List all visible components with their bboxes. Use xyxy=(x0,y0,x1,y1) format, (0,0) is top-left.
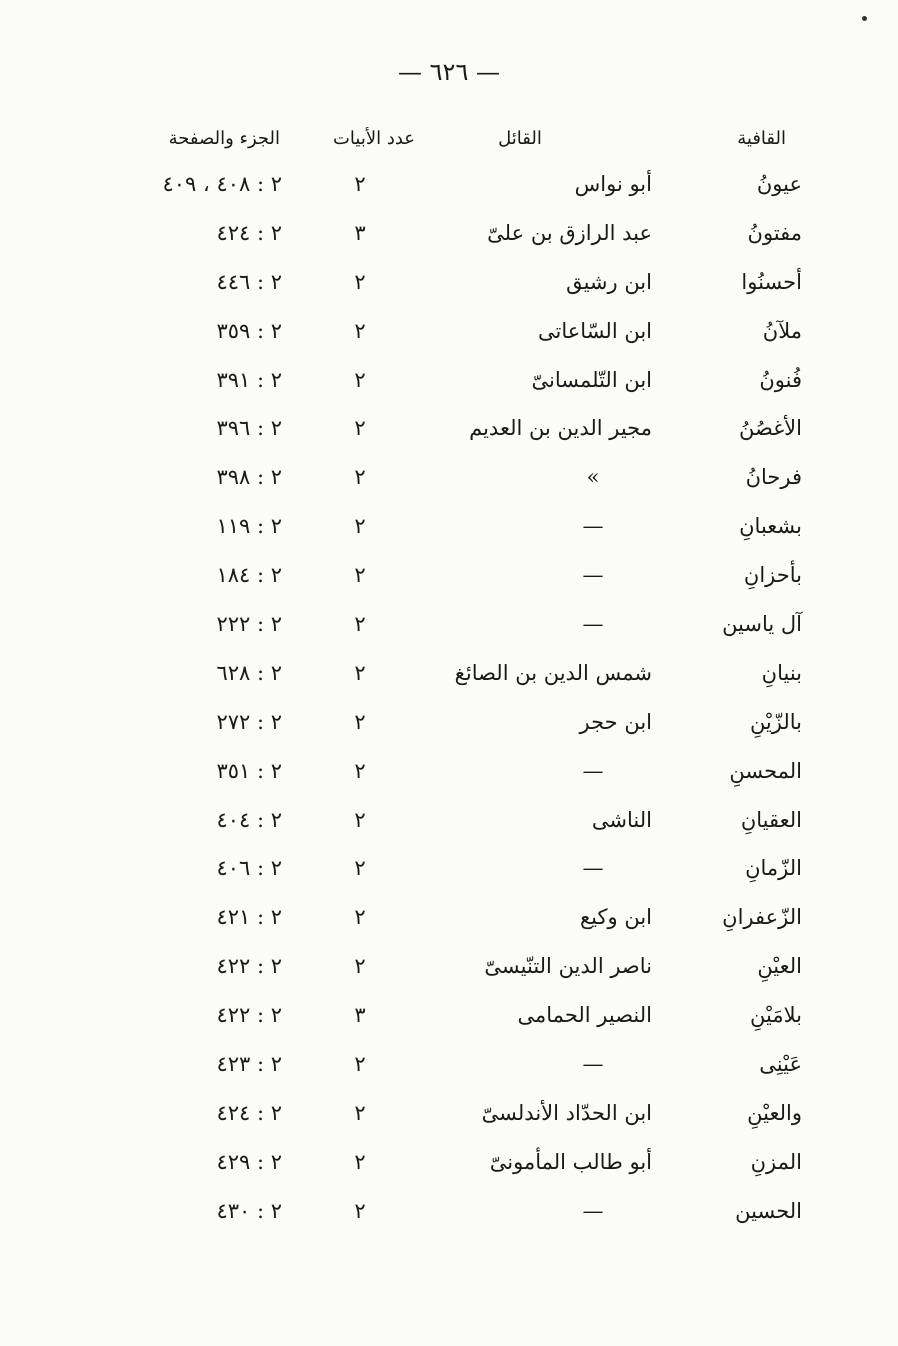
volume-page-cell xyxy=(110,416,282,440)
poet-cell: ابن رشيق xyxy=(566,269,652,294)
rhyme-cell: الزّمانِ xyxy=(745,856,802,881)
verse-count-cell: ٢ xyxy=(354,856,366,881)
table-row xyxy=(0,1095,898,1144)
table-row xyxy=(0,997,898,1046)
rhyme-cell: عَيْنِى xyxy=(759,1052,802,1077)
volume-page-text: ٢ : ٤٢٤ xyxy=(216,1100,282,1125)
volume-page-cell xyxy=(110,563,282,587)
poet-cell: ابن السّاعاتى xyxy=(538,318,652,343)
poet-cell: ناصر الدين التنّيسىّ xyxy=(484,954,652,979)
verse-count-cell: ٢ xyxy=(354,367,366,392)
volume-page-text: ٢ : ٤٢١ xyxy=(216,905,282,930)
poet-cell: شمس الدين بن الصائغ xyxy=(454,660,652,685)
table-row xyxy=(0,557,898,606)
verse-count-cell: ٢ xyxy=(354,1198,366,1223)
volume-page-cell xyxy=(110,905,282,929)
volume-page-text: ٢ : ١١٩ xyxy=(216,514,282,539)
table-row xyxy=(0,1144,898,1193)
table-row xyxy=(0,606,898,655)
table-row xyxy=(0,1193,898,1242)
volume-page-cell xyxy=(110,270,282,294)
volume-page-cell xyxy=(110,661,282,685)
table-row xyxy=(0,753,898,802)
volume-page-cell xyxy=(110,1101,282,1125)
poet-cell: — xyxy=(582,514,604,539)
volume-page-text: ٢ : ٢٧٢ xyxy=(216,709,282,734)
rhyme-cell: العقيانِ xyxy=(740,807,802,832)
header-verse-count: عدد الأبيات xyxy=(332,128,416,149)
table-row xyxy=(0,362,898,411)
verse-count-cell: ٢ xyxy=(354,709,366,734)
page-number: — ٦٢٦ — xyxy=(398,58,500,86)
verse-count-cell: ٢ xyxy=(354,465,366,490)
volume-page-text: ٢ : ٤٢٢ xyxy=(216,954,282,979)
volume-page-text: ٢ : ٣٩٦ xyxy=(216,416,282,441)
rhyme-cell: الحسين xyxy=(735,1198,802,1223)
volume-page-cell xyxy=(110,465,282,489)
verse-count-cell: ٢ xyxy=(354,612,366,637)
volume-page-text: ٢ : ٣٩٨ xyxy=(216,465,282,490)
volume-page-text: ٢ : ٦٢٨ xyxy=(216,660,282,685)
rhyme-cell: بنيانِ xyxy=(761,660,802,685)
rhyme-cell: آل ياسين xyxy=(722,612,802,637)
volume-page-cell xyxy=(110,514,282,538)
poet-cell: أبو طالب المأمونىّ xyxy=(489,1149,652,1174)
table-row xyxy=(0,655,898,704)
poet-cell: ابن حجر xyxy=(579,709,652,734)
rhyme-cell: فرحانُ xyxy=(745,465,802,490)
verse-count-cell: ٢ xyxy=(354,1100,366,1125)
rhyme-cell: بشعبانِ xyxy=(739,514,802,539)
volume-page-cell xyxy=(110,1052,282,1076)
volume-page-text: ٢ : ٤٠٤ xyxy=(216,807,282,832)
rhyme-cell: ملآنُ xyxy=(762,318,802,343)
poet-cell: — xyxy=(582,758,604,783)
volume-page-cell xyxy=(110,954,282,978)
verse-count-cell: ٢ xyxy=(354,1052,366,1077)
volume-page-cell xyxy=(110,759,282,783)
table-row xyxy=(0,850,898,899)
volume-page-cell xyxy=(110,856,282,880)
volume-page-text: ٢ : ٤٠٦ xyxy=(216,856,282,881)
poet-cell: أبو نواس xyxy=(574,172,652,196)
verse-count-cell: ٢ xyxy=(354,905,366,930)
table-row xyxy=(0,410,898,459)
volume-page-text: ٢ : ٣٥١ xyxy=(216,758,282,783)
index-table xyxy=(0,166,898,1242)
rhyme-cell: والعيْنِ xyxy=(747,1100,802,1125)
poet-cell: » xyxy=(586,465,600,490)
table-row xyxy=(0,508,898,557)
table-row xyxy=(0,899,898,948)
rhyme-cell: المزنِ xyxy=(750,1149,802,1174)
volume-page-cell xyxy=(110,808,282,832)
volume-page-cell xyxy=(110,1150,282,1174)
verse-count-cell: ٢ xyxy=(354,563,366,588)
verse-count-cell: ٢ xyxy=(354,172,366,196)
verse-count-cell: ٢ xyxy=(354,269,366,294)
poet-cell: — xyxy=(582,1052,604,1077)
verse-count-cell: ٣ xyxy=(354,1003,366,1028)
rhyme-cell: بالزّيْنِ xyxy=(749,709,802,734)
volume-page-text: ٢ : ٤٢٤ xyxy=(216,220,282,245)
rhyme-cell: الزّعفرانِ xyxy=(722,905,802,930)
table-row xyxy=(0,264,898,313)
volume-page-cell xyxy=(110,612,282,636)
volume-page-text: ٢ : ٣٥٩ xyxy=(216,318,282,343)
table-row xyxy=(0,802,898,851)
rhyme-cell: أحسنُوا xyxy=(741,269,802,294)
header-poet: القائل xyxy=(498,128,542,149)
poet-cell: ابن وكيع xyxy=(580,905,652,930)
rhyme-cell: بلامَيْنِ xyxy=(750,1003,802,1028)
table-row xyxy=(0,459,898,508)
rhyme-cell: عيونُ xyxy=(756,172,802,196)
volume-page-text: ٢ : ٤٢٩ xyxy=(216,1149,282,1174)
poet-cell: مجير الدين بن العديم xyxy=(469,416,652,441)
volume-page-text: ٢ : ٣٩١ xyxy=(216,367,282,392)
volume-page-cell xyxy=(110,221,282,245)
poet-cell: — xyxy=(582,612,604,637)
volume-page-text: ٢ : ٤٢٣ xyxy=(216,1052,282,1077)
poet-cell: النصير الحمامى xyxy=(517,1003,652,1028)
verse-count-cell: ٢ xyxy=(354,1149,366,1174)
header-rhyme: القافية xyxy=(737,128,786,149)
volume-page-cell xyxy=(110,172,282,196)
header-volume-page: الجزء والصفحة xyxy=(168,128,280,149)
rhyme-cell: المحسنِ xyxy=(729,758,802,783)
volume-page-cell xyxy=(110,1199,282,1223)
volume-page-cell xyxy=(110,319,282,343)
rhyme-cell: الأغصُنُ xyxy=(739,416,802,441)
rhyme-cell: العيْنِ xyxy=(757,954,802,979)
table-row xyxy=(0,166,898,215)
poet-cell: — xyxy=(582,563,604,588)
table-row xyxy=(0,948,898,997)
poet-cell: — xyxy=(582,856,604,881)
table-row xyxy=(0,313,898,362)
table-row xyxy=(0,1046,898,1095)
rhyme-cell: بأحزانِ xyxy=(743,563,802,588)
verse-count-cell: ٢ xyxy=(354,954,366,979)
volume-page-text: ٢ : ٤٤٦ xyxy=(216,269,282,294)
table-row xyxy=(0,215,898,264)
volume-page-text: ٢ : ٤٠٨ ، ٤٠٩ xyxy=(162,172,282,196)
verse-count-cell: ٢ xyxy=(354,758,366,783)
verse-count-cell: ٣ xyxy=(354,220,366,245)
volume-page-text: ٢ : ١٨٤ xyxy=(216,563,282,588)
verse-count-cell: ٢ xyxy=(354,318,366,343)
verse-count-cell: ٢ xyxy=(354,514,366,539)
volume-page-cell xyxy=(110,1003,282,1027)
verse-count-cell: ٢ xyxy=(354,416,366,441)
volume-page-text: ٢ : ٤٢٢ xyxy=(216,1003,282,1028)
poet-cell: — xyxy=(582,1198,604,1223)
verse-count-cell: ٢ xyxy=(354,807,366,832)
volume-page-cell xyxy=(110,368,282,392)
rhyme-cell: فُنونُ xyxy=(759,367,802,392)
rhyme-cell: مفتونُ xyxy=(747,220,802,245)
volume-page-text: ٢ : ٤٣٠ xyxy=(216,1198,282,1223)
poet-cell: ابن التّلمسانىّ xyxy=(531,367,652,392)
poet-cell: ابن الحدّاد الأندلسىّ xyxy=(481,1100,652,1125)
poet-cell: الناشى xyxy=(591,807,652,832)
table-row xyxy=(0,704,898,753)
print-speck xyxy=(862,16,867,21)
verse-count-cell: ٢ xyxy=(354,660,366,685)
poet-cell: عبد الرازق بن علىّ xyxy=(487,220,652,245)
volume-page-cell xyxy=(110,710,282,734)
volume-page-text: ٢ : ٢٢٢ xyxy=(216,612,282,637)
